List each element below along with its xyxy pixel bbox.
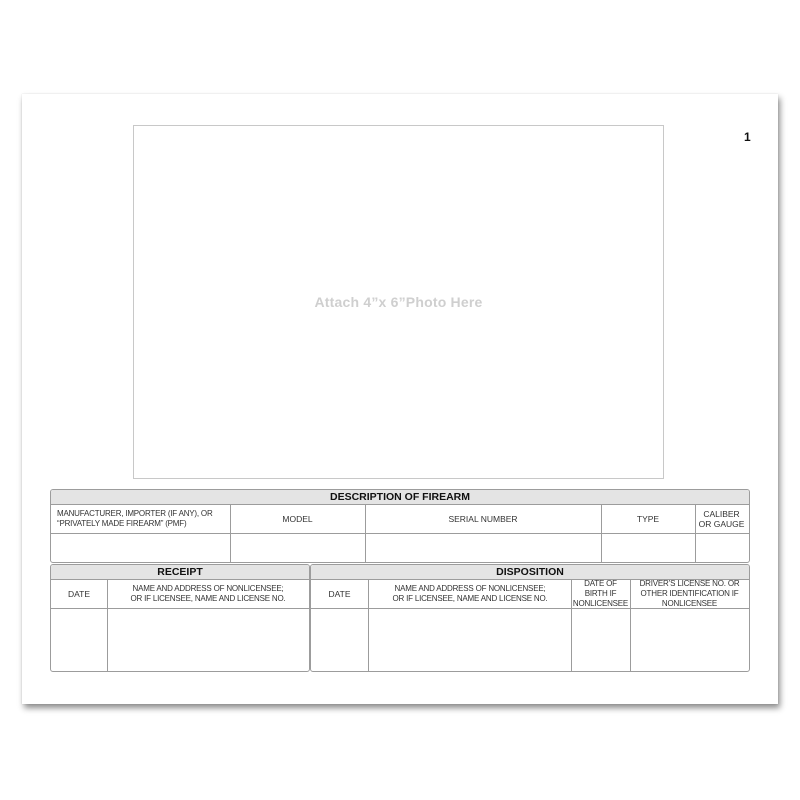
receipt-name-address-field[interactable] (108, 609, 308, 671)
disposition-header-date-of-birth: DATE OF BIRTH IF NONLICENSEE (572, 578, 629, 608)
header-model: MODEL (282, 513, 313, 524)
receipt-header-name-address: NAME AND ADDRESS OF NONLICENSEE; OR IF LICENSEE, NAME AND LICENSE NO. (130, 583, 286, 603)
disposition-header-date: DATE (328, 588, 351, 599)
header-type: TYPE (636, 513, 660, 524)
header-caliber-or-gauge: CALIBER OR GAUGE (698, 508, 745, 529)
type-field[interactable] (602, 534, 695, 562)
caliber-or-gauge-field[interactable] (696, 534, 748, 562)
description-title: DESCRIPTION OF FIREARM (51, 490, 749, 505)
receipt-title: RECEIPT (51, 565, 309, 580)
disposition-header-identification: DRIVER’S LICENSE NO. OR OTHER IDENTIFICATION IF NONLICENSEE (639, 578, 740, 608)
disposition-date-of-birth-field[interactable] (572, 609, 630, 671)
disposition-section (310, 564, 750, 672)
disposition-title: DISPOSITION (311, 565, 749, 580)
disposition-name-address-field[interactable] (369, 609, 571, 671)
photo-attachment-area (133, 125, 664, 479)
disposition-header-name-address: NAME AND ADDRESS OF NONLICENSEE; OR IF LICENSEE, NAME AND LICENSE NO. (392, 583, 548, 603)
header-serial-number: SERIAL NUMBER (448, 513, 518, 524)
photo-placeholder-text: Attach 4”x 6”Photo Here (314, 294, 483, 310)
form-page (22, 94, 778, 704)
receipt-section (50, 564, 310, 672)
receipt-date-field[interactable] (51, 609, 107, 671)
disposition-identification-field[interactable] (631, 609, 748, 671)
disposition-date-field[interactable] (311, 609, 368, 671)
header-manufacturer: MANUFACTURER, IMPORTER (IF ANY), OR “PRIVATELY MADE FIREARM” (PMF) (57, 508, 213, 528)
model-field[interactable] (231, 534, 365, 562)
description-section (50, 489, 750, 563)
receipt-header-date: DATE (67, 588, 91, 599)
manufacturer-field[interactable] (51, 534, 230, 562)
page-number: 1 (744, 130, 751, 144)
serial-number-field[interactable] (366, 534, 601, 562)
